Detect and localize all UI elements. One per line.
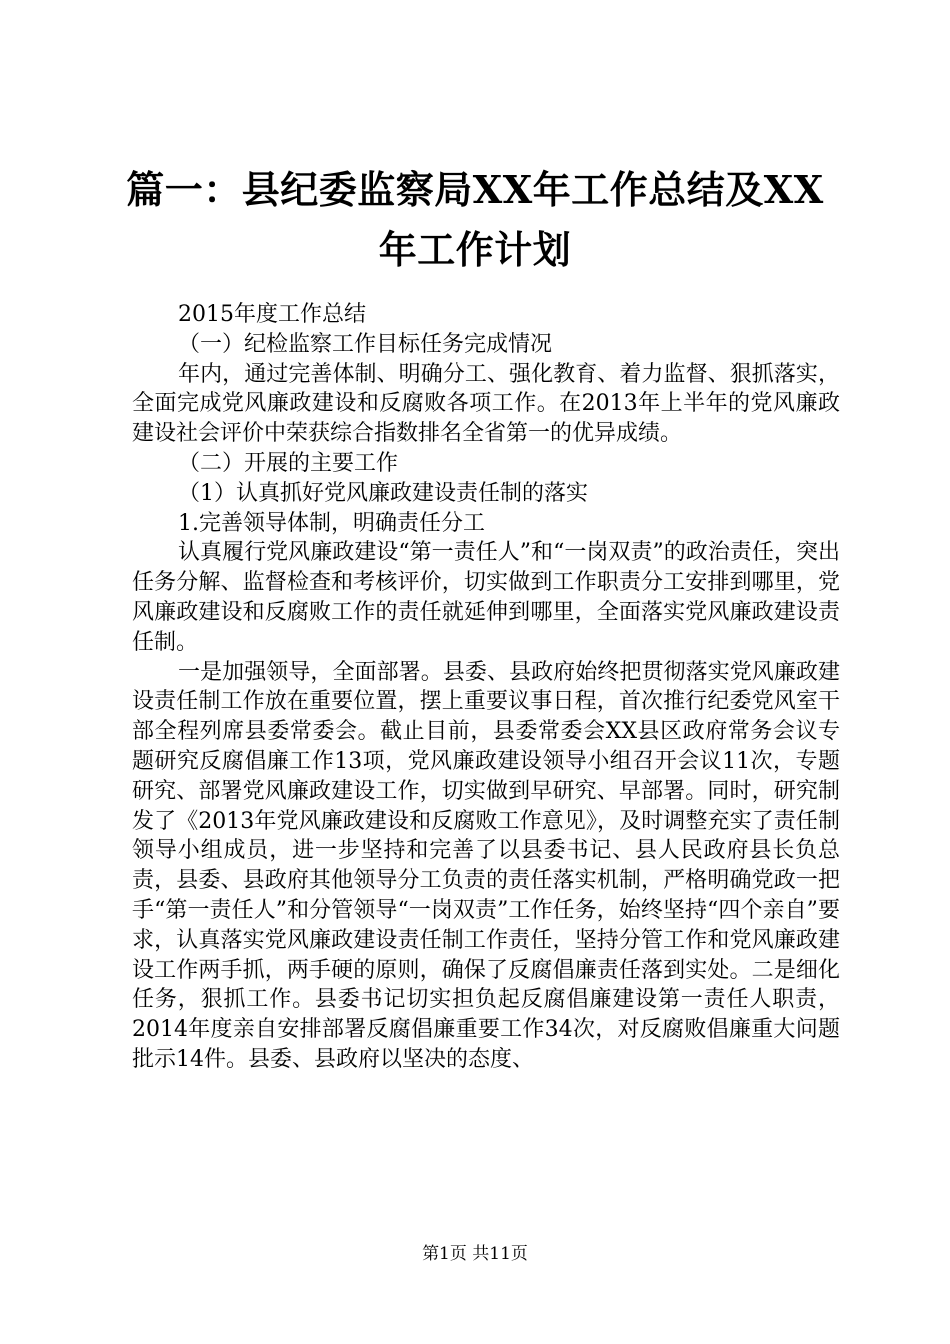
- subsection-heading-1: （1）认真抓好党风廉政建设责任制的落实: [178, 480, 588, 506]
- paragraph-goal-completion: 年内，通过完善体制、明确分工、强化教育、着力监督、狠抓落实，全面完成党风廉政建设和反腐败各项工作。在2013年上半年的党风廉政建设社会评价中荣获综合指数排名全省第一的优异成绩。: [132, 361, 840, 447]
- section-heading-1: （一）纪检监察工作目标任务完成情况: [178, 331, 553, 357]
- section-heading-2015-summary: 2015年度工作总结: [178, 302, 366, 327]
- paragraph-responsibility: 认真履行党风廉政建设“第一责任人”和“一岗双责”的政治责任，突出任务分解、监督检查和考核评价，切实做到工作职责分工安排到哪里，党风廉政建设和反腐败工作的责任就延伸到哪里，全面落实党风廉政建设责任制。: [132, 540, 840, 655]
- document-body: [132, 300, 840, 1075]
- document-title: 篇一：县纪委监察局XX年工作总结及XX年工作计划: [126, 167, 824, 272]
- paragraph-leadership: 一是加强领导，全面部署。县委、县政府始终把贯彻落实党风廉政建设责任制工作放在重要位置，摆上重要议事日程，首次推行纪委党风室干部全程列席县委常委会。截止目前，县委常委会XX县区政府常务会议专题研究反腐倡廉工作13项，党风廉政建设领导小组召开会议11次，专题研究、部署党风廉政建设工作，切实做到早研究、早部署。同时，研究制发了《2013年党风廉政建设和反腐败工作意见》，及时调整充实了责任制领导小组成员，进一步坚持和完善了以县委书记、县人民政府县长负总责，县委、县政府其他领导分工负责的责任落实机制，严格明确党政一把手“第一责任人”和分管领导“一岗双责”工作任务，始终坚持“四个亲自”要求，认真落实党风廉政建设责任制工作责任，坚持分管工作和党风廉政建设工作两手抓，两手硬的原则，确保了反腐倡廉责任落到实处。二是细化任务，狠抓工作。县委书记切实担负起反腐倡廉建设第一责任人职责，2014年度亲自安排部署反腐倡廉重要工作34次，对反腐败倡廉重大问题批示14件。县委、县政府以坚决的态度、: [132, 659, 840, 1072]
- item-heading-1: 1.完善领导体制，明确责任分工: [178, 510, 485, 536]
- section-heading-2: （二）开展的主要工作: [178, 450, 399, 476]
- page-footer: 第1页 共11页: [422, 1244, 528, 1264]
